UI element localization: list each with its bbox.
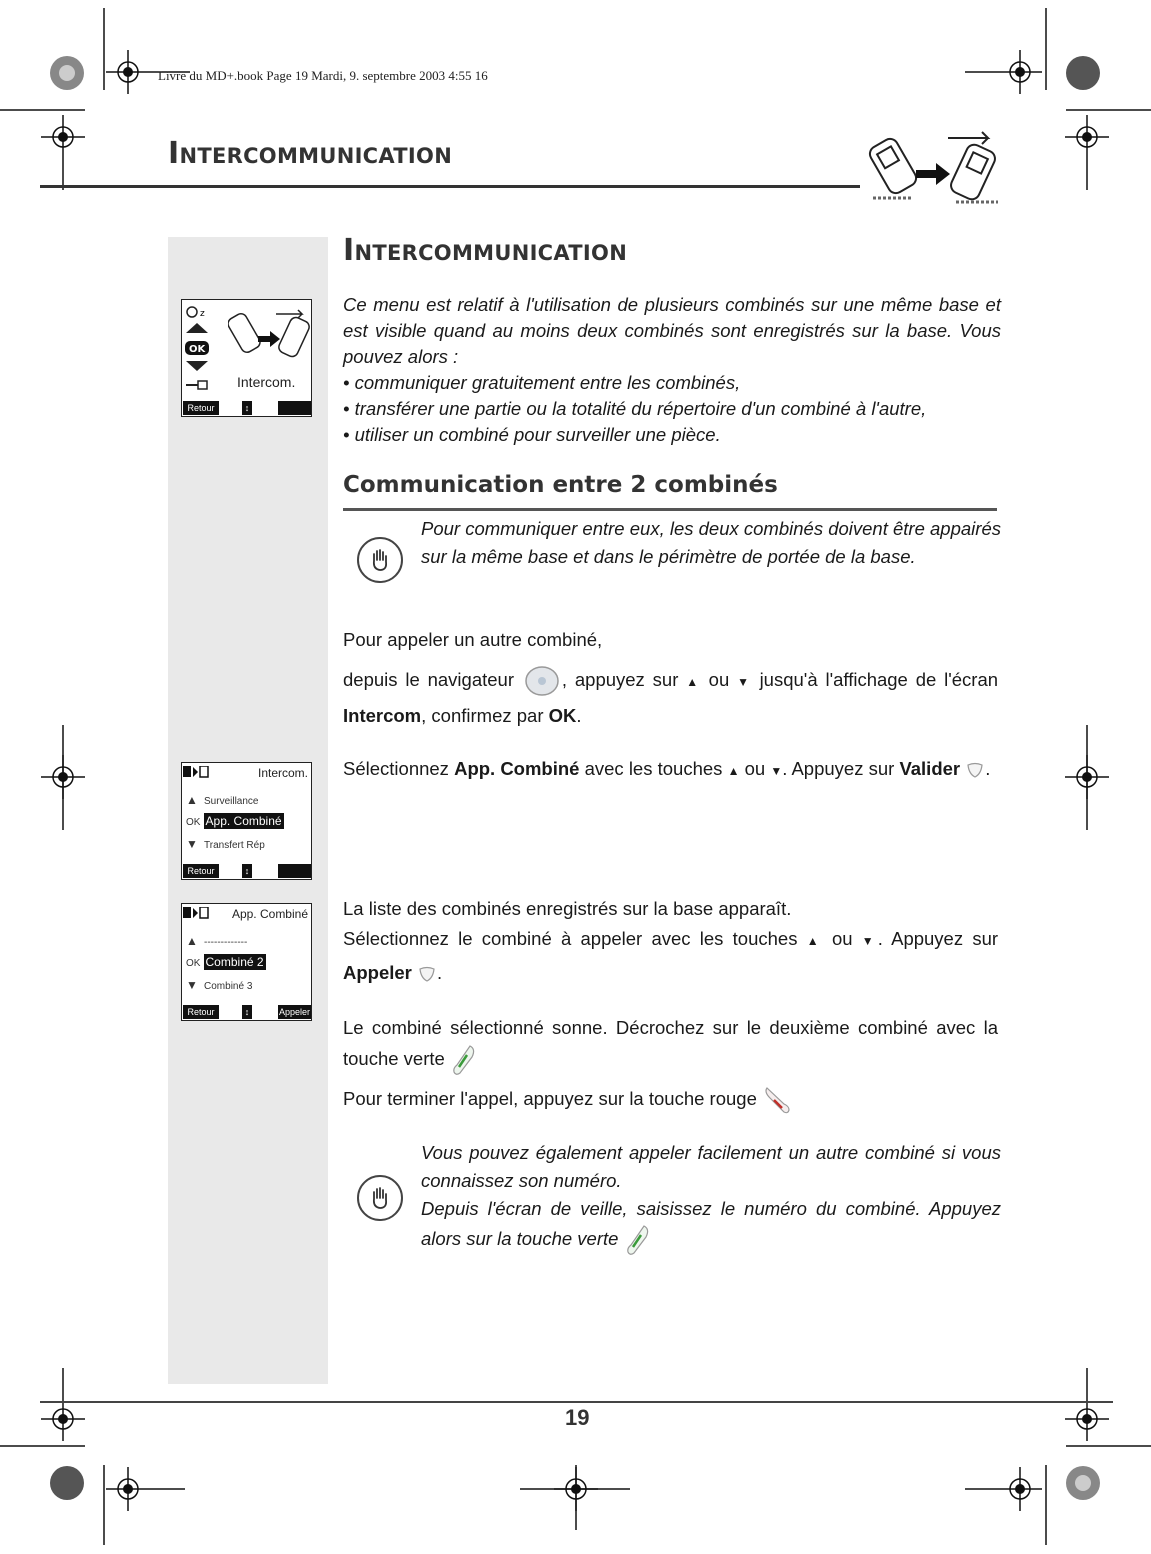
softkey-bar (182, 1004, 311, 1020)
selected-item: App. Combiné (205, 814, 282, 828)
softkey-updown-icon: ↕ (242, 864, 252, 878)
softkey-bar (182, 863, 311, 879)
down-key-icon: ▼ (861, 934, 878, 948)
screen-title: App. Combiné (231, 907, 308, 921)
page-header-title: Intercommunication (168, 136, 453, 171)
softkey-icon (417, 964, 437, 984)
subheading: Communication entre 2 combinés (343, 472, 778, 498)
softkey-right (278, 864, 311, 878)
list-item: ▼ Combiné 3 (186, 978, 253, 992)
print-header: Livre du MD+.book Page 19 Mardi, 9. septembre 2003 4:55 16 (158, 68, 488, 83)
softkey-icon (965, 760, 985, 780)
red-end-key-icon (762, 1084, 792, 1116)
softkey-back: Retour (183, 401, 219, 415)
hand-note-icon (357, 1175, 403, 1221)
softkey-call: Appeler (278, 1007, 311, 1017)
instruction-ring: Le combiné sélectionné sonne. Décrochez sur le deuxième combiné avec la touche verte (343, 1012, 998, 1077)
intro-paragraph: Ce menu est relatif à l'utilisation de plusieurs combinés sur une même base et est visible quand au moins deux combinés sont enregistrés sur la base. Vous pouvez alors : (343, 294, 1001, 367)
note-text: Pour communiquer entre eux, les deux combinés doivent être appairés sur la même base et dans le périmètre de portée de la base. (421, 518, 1001, 567)
list-item: • communiquer gratuitement entre les combinés, (343, 370, 1001, 396)
note-direct-call (421, 1139, 1001, 1257)
instruction-hangup: Pour terminer l'appel, appuyez sur la touche rouge (343, 1084, 998, 1116)
navigator-key-icon (522, 665, 562, 697)
status-icons (183, 766, 209, 778)
instruction-call (343, 625, 998, 655)
list-item-selected (186, 955, 266, 969)
softkey-updown-icon: ↕ (242, 401, 252, 415)
note-text: Depuis l'écran de veille, saisissez le numéro du combiné. Appuyez alors sur la touche verte (421, 1195, 1001, 1257)
softkey-back: Retour (183, 864, 219, 878)
note-text: Vous pouvez également appeler facilement un autre combiné si vous connaissez son numéro. (421, 1142, 1001, 1191)
list-item: ▼ Transfert Rép (186, 837, 265, 851)
phone-screen-menu (181, 299, 312, 417)
instruction-select-app: Sélectionnez App. Combiné avec les touches ▲ ou ▼. Appuyez sur Valider . (343, 758, 991, 779)
note-pairing (421, 515, 1001, 571)
section-title: Intercommunication (343, 233, 628, 268)
instruction-navigate: depuis le navigateur , appuyez sur ▲ ou ▼ jusqu'à l'affichage de l'écran Intercom, confirmez par OK. (343, 663, 998, 732)
instruction-text: La liste des combinés enregistrés sur la base apparaît. (343, 898, 792, 919)
instruction-list (343, 895, 998, 989)
footer-rule (40, 1401, 1113, 1403)
handsets-transfer-icon (868, 128, 1008, 206)
up-key-icon: ▲ (806, 934, 823, 948)
header-rule (40, 185, 860, 188)
green-call-key-icon (624, 1223, 652, 1257)
ok-label: OK (186, 958, 201, 969)
list-item: ▲ Surveillance (186, 793, 259, 807)
menu-item-label: Intercom. (237, 374, 296, 390)
arrow-up-icon: ▲ (186, 934, 198, 948)
softkey-bar (182, 400, 311, 416)
svg-text:z: z (200, 309, 205, 319)
subheading-rule (343, 508, 997, 511)
list-item-selected (186, 814, 284, 828)
instruction-text: Sélectionnez le combiné à appeler avec les touches ▲ ou ▼. Appuyez sur Appeler . (343, 928, 999, 983)
feature-list (343, 370, 1001, 448)
page-number: 19 (565, 1405, 590, 1430)
intro-text (343, 292, 1001, 448)
list-item: • transférer une partie ou la totalité du répertoire d'un combiné à l'autre, (343, 396, 1001, 422)
list-item: ▲ ------------- (186, 934, 248, 948)
instruction-text: Pour appeler un autre combiné, (343, 629, 603, 650)
ok-label: OK (186, 817, 201, 828)
up-key-icon: ▲ (686, 675, 701, 689)
menu-nav-icons (183, 303, 211, 393)
softkey-back: Retour (183, 1005, 219, 1019)
arrow-down-icon: ▼ (186, 978, 198, 992)
down-key-icon: ▼ (770, 764, 783, 778)
arrow-down-icon: ▼ (186, 837, 198, 851)
up-key-icon: ▲ (727, 764, 740, 778)
intercom-menu-icon (228, 306, 310, 364)
softkey-right (278, 401, 311, 415)
phone-screen-intercom (181, 762, 312, 880)
green-call-key-icon (450, 1043, 478, 1077)
arrow-up-icon: ▲ (186, 793, 198, 807)
phone-screen-app-combine (181, 903, 312, 1021)
list-item: • utiliser un combiné pour surveiller une pièce. (343, 422, 1001, 448)
screen-title: Intercom. (257, 766, 308, 780)
softkey-updown-icon: ↕ (242, 1005, 252, 1019)
svg-text:OK: OK (189, 344, 206, 355)
down-key-icon: ▼ (737, 675, 752, 689)
hand-note-icon (357, 537, 403, 583)
selected-item: Combiné 2 (205, 955, 264, 969)
status-icons (183, 907, 209, 919)
